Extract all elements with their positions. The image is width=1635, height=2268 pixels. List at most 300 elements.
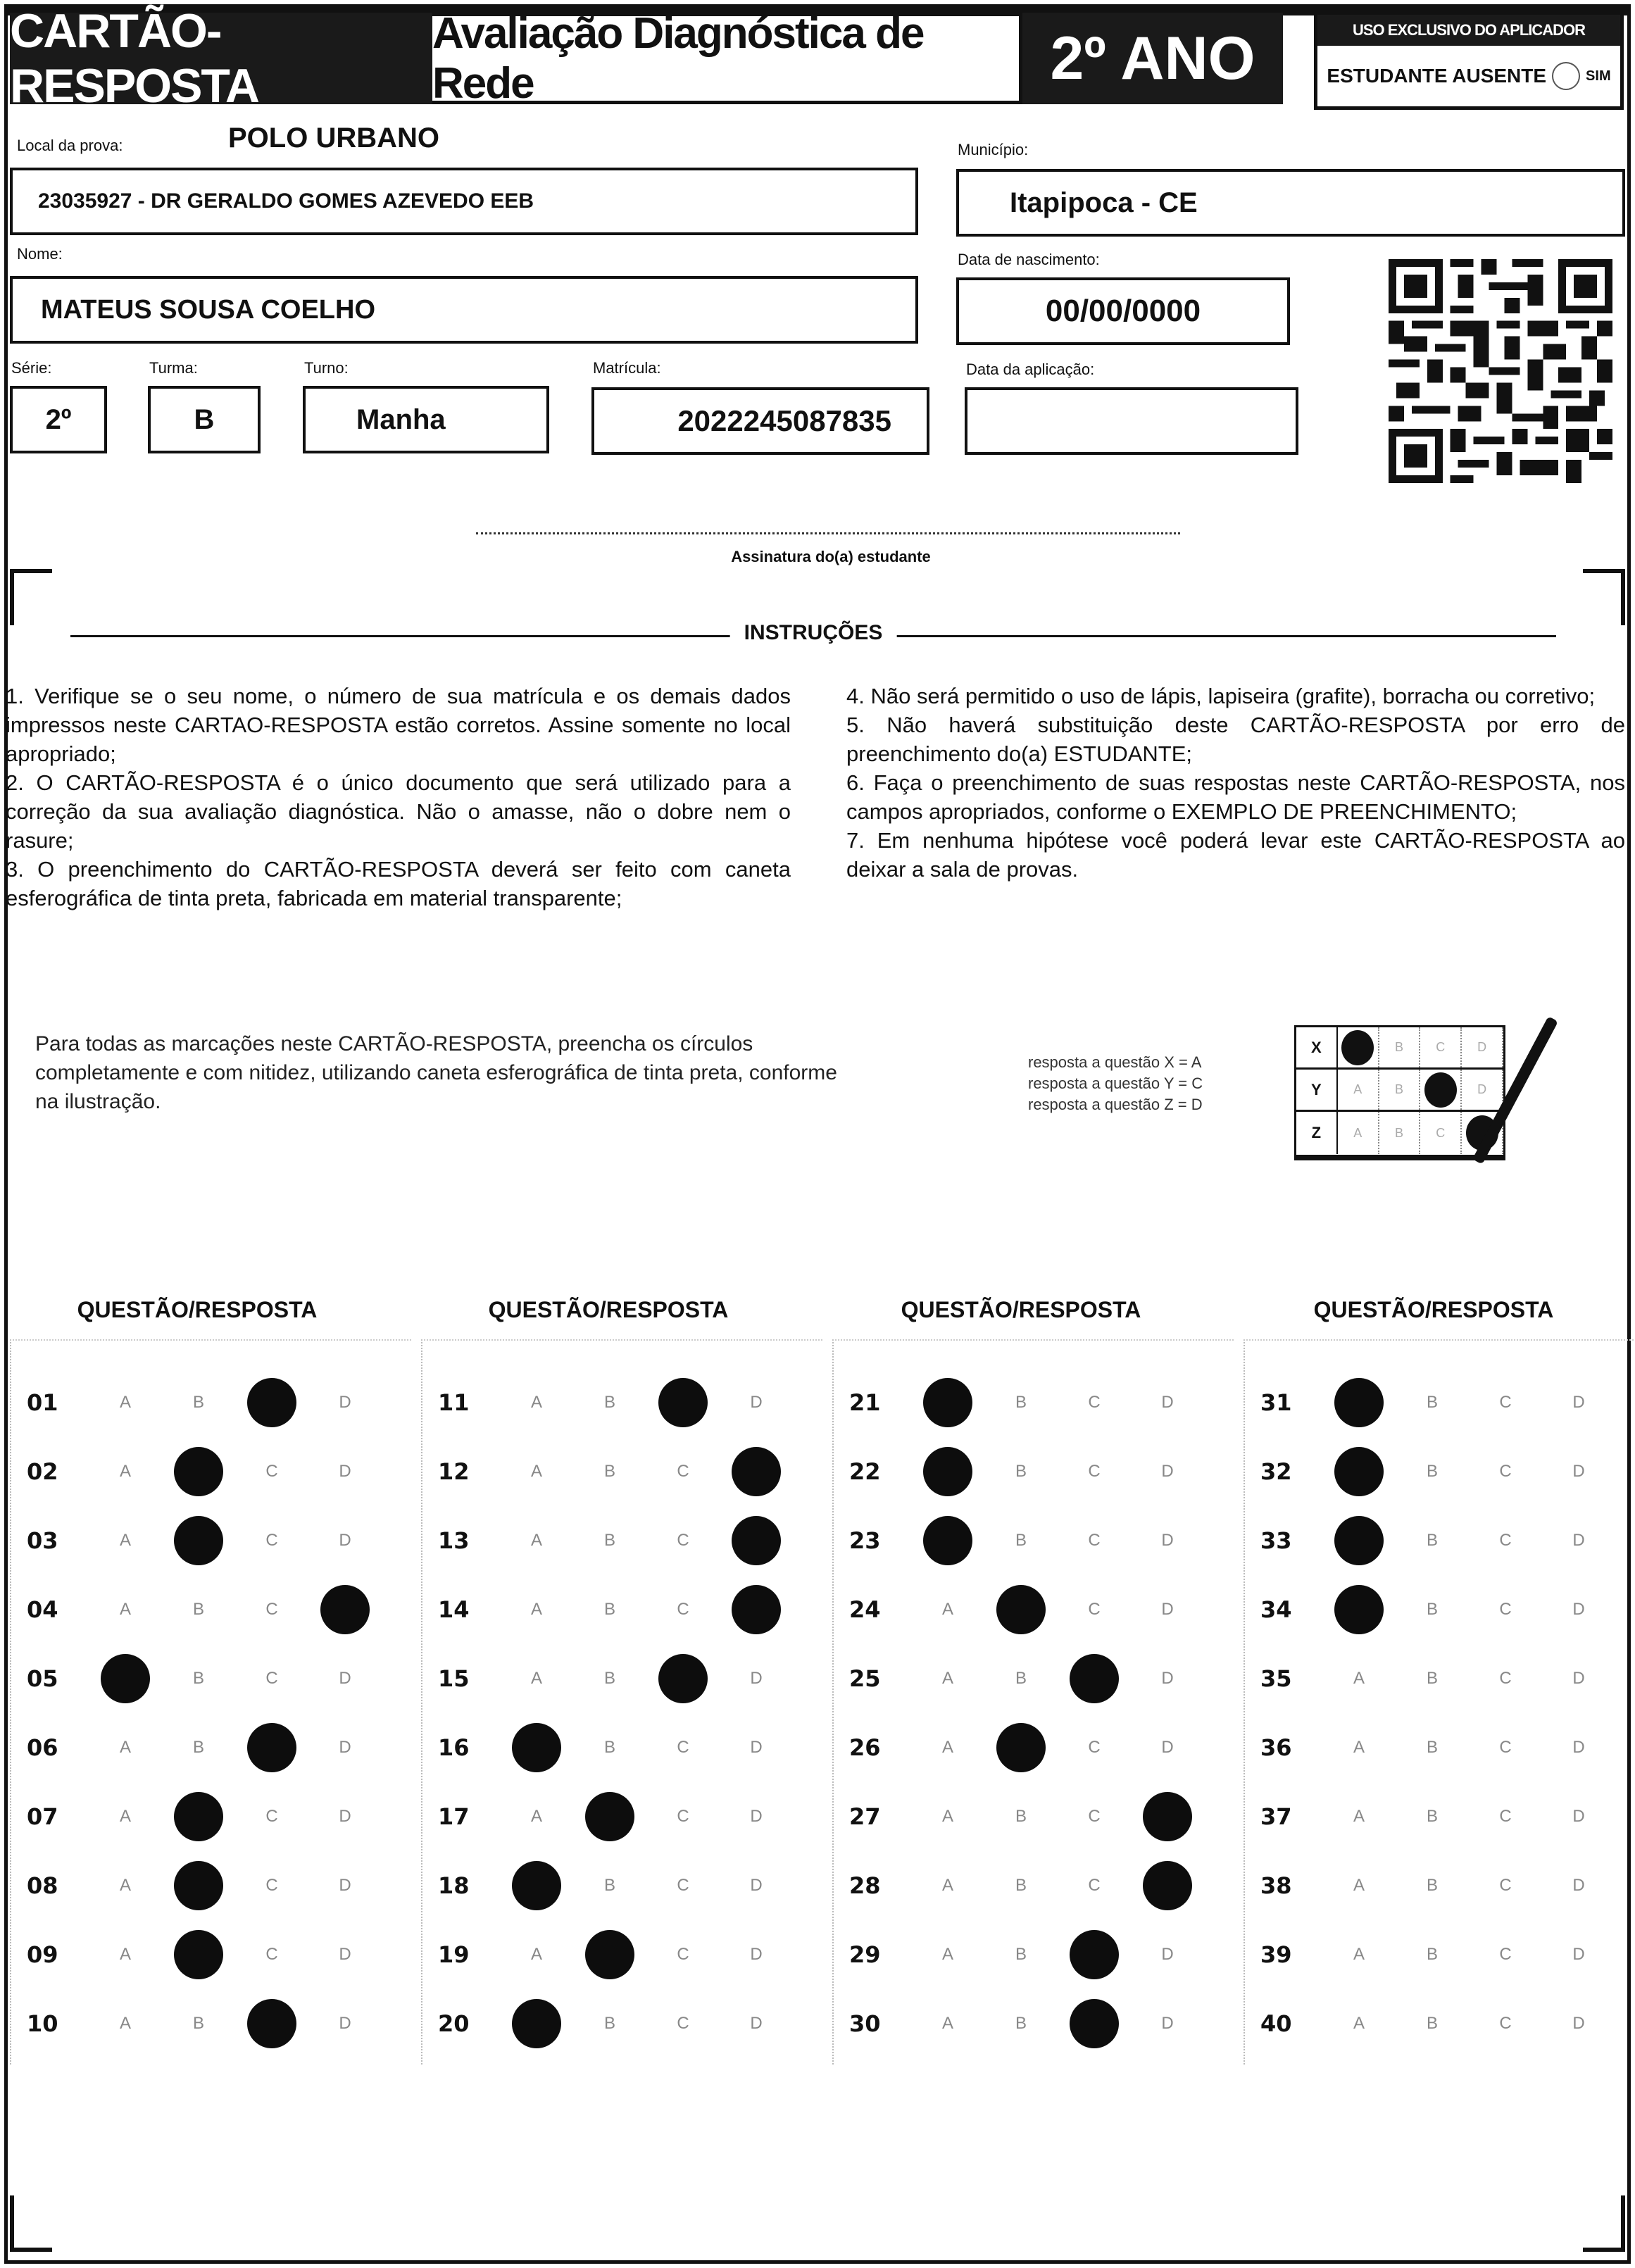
- answer-bubble-b[interactable]: B: [192, 2014, 204, 2033]
- turma-value: B: [194, 403, 215, 435]
- answer-bubble-c[interactable]: C: [677, 1945, 689, 1964]
- answer-bubble-d[interactable]: D: [339, 1945, 351, 1964]
- answer-bubble-d[interactable]: D: [339, 1807, 351, 1826]
- answer-bubble-d[interactable]: D: [339, 1531, 351, 1550]
- example-labels: [1028, 1052, 1203, 1115]
- answer-bubble-b[interactable]: B: [192, 1669, 204, 1688]
- answer-bubble-c[interactable]: [235, 1719, 308, 1776]
- instruction-item: 4. Não será permitido o uso de lápis, lapiseira (grafite), borracha ou corretivo;: [846, 684, 1596, 708]
- question-number: 24: [849, 1596, 881, 1623]
- filled-bubble-icon: [512, 1723, 561, 1772]
- local-value: 23035927 - DR GERALDO GOMES AZEVEDO EEB: [38, 189, 534, 213]
- instruction-item: 2. O CARTÃO-RESPOSTA é o único documento que será utilizado para a correção da sua avaliação diagnóstica. Não o amasse, não o dobre nem o rasure;: [6, 770, 791, 853]
- answer-bubble-c[interactable]: C: [265, 1876, 278, 1895]
- question-row: [422, 1443, 822, 1500]
- filled-bubble-icon: [996, 1723, 1046, 1772]
- example-option-b: B: [1379, 1112, 1421, 1154]
- answer-bubble-a[interactable]: [1322, 1374, 1396, 1431]
- question-row: [834, 1650, 1234, 1707]
- question-number: 10: [27, 2010, 58, 2037]
- answer-bubble-a[interactable]: A: [1353, 1945, 1365, 1964]
- instruction-item: 7. Em nenhuma hipótese você poderá levar este CARTÃO-RESPOSTA ao deixar a sala de provas.: [846, 828, 1625, 882]
- answer-bubble-d[interactable]: D: [1572, 1807, 1585, 1826]
- question-row: [11, 1996, 411, 2052]
- grade-badge: 2º ANO: [1022, 13, 1283, 104]
- answer-bubble-d[interactable]: [720, 1512, 793, 1569]
- answer-bubble-a[interactable]: A: [1353, 1738, 1365, 1757]
- question-number: 27: [849, 1803, 881, 1830]
- filled-bubble-icon: [1341, 1030, 1374, 1065]
- question-number: 01: [27, 1389, 58, 1416]
- answer-bubble-b[interactable]: B: [1015, 1462, 1027, 1481]
- question-row: [11, 1512, 411, 1569]
- answer-bubble-d[interactable]: D: [1572, 1738, 1585, 1757]
- answer-bubble-a[interactable]: A: [530, 1945, 542, 1964]
- answer-bubble-c[interactable]: C: [265, 1531, 278, 1550]
- instructions-title: INSTRUÇÕES: [730, 621, 897, 645]
- answer-bubble-c[interactable]: C: [1499, 1393, 1512, 1412]
- answer-bubble-d[interactable]: D: [1161, 1531, 1174, 1550]
- example-question-label: Y: [1296, 1070, 1338, 1110]
- answer-bubble-d[interactable]: D: [1161, 1462, 1174, 1481]
- column-title: QUESTÃO/RESPOSTA: [1313, 1297, 1554, 1322]
- answer-column: [832, 1339, 1234, 2065]
- answer-bubble-d[interactable]: D: [1572, 1876, 1585, 1895]
- question-number: 05: [27, 1665, 58, 1692]
- serie-label: Série:: [11, 359, 52, 377]
- filled-bubble-icon: [247, 1378, 296, 1427]
- question-number: 37: [1260, 1803, 1292, 1830]
- answer-bubble-c[interactable]: C: [677, 1600, 689, 1619]
- answer-bubble-c[interactable]: C: [677, 2014, 689, 2033]
- answer-bubble-d[interactable]: D: [750, 2014, 763, 2033]
- answer-bubble-a[interactable]: A: [941, 1876, 953, 1895]
- question-row: [422, 1719, 822, 1776]
- answer-bubble-a[interactable]: A: [530, 1531, 542, 1550]
- answer-bubble-b[interactable]: [573, 1788, 646, 1845]
- question-number: 32: [1260, 1458, 1292, 1485]
- answer-bubble-c[interactable]: C: [1499, 2014, 1512, 2033]
- question-row: [11, 1788, 411, 1845]
- question-number: 26: [849, 1734, 881, 1761]
- turno-value: Manha: [356, 403, 446, 435]
- instructions-header: [70, 621, 1556, 649]
- question-row: [422, 1650, 822, 1707]
- filled-bubble-icon: [174, 1516, 223, 1565]
- answer-bubble-a[interactable]: A: [530, 1807, 542, 1826]
- question-row: [11, 1719, 411, 1776]
- question-number: 12: [438, 1458, 470, 1485]
- matricula-label: Matrícula:: [593, 359, 661, 377]
- answer-bubble-a[interactable]: [89, 1650, 162, 1707]
- answer-bubble-d[interactable]: D: [1161, 1600, 1174, 1619]
- answer-bubble-b[interactable]: [162, 1443, 235, 1500]
- question-row: [1245, 1374, 1635, 1431]
- answer-bubble-b[interactable]: B: [1015, 1531, 1027, 1550]
- qr-code-icon: [1389, 259, 1612, 483]
- answer-bubble-c[interactable]: C: [265, 1600, 278, 1619]
- turno-field: [303, 386, 549, 453]
- answer-bubble-b[interactable]: [162, 1788, 235, 1845]
- answer-bubble-b[interactable]: B: [603, 1600, 615, 1619]
- answer-bubble-b[interactable]: B: [192, 1393, 204, 1412]
- answer-bubble-c[interactable]: C: [677, 1876, 689, 1895]
- answer-bubble-b[interactable]: [984, 1581, 1058, 1638]
- answer-bubble-d[interactable]: D: [750, 1807, 763, 1826]
- instruction-item: 5. Não haverá substituição deste CARTÃO-RESPOSTA por erro de preenchimento do(a) ESTUDANTE;: [846, 713, 1625, 766]
- answer-bubble-d[interactable]: D: [1572, 1531, 1585, 1550]
- answer-bubble-c[interactable]: C: [1088, 1807, 1101, 1826]
- answer-bubble-a[interactable]: [911, 1374, 984, 1431]
- answer-bubble-d[interactable]: D: [750, 1876, 763, 1895]
- answer-bubble-b[interactable]: B: [1426, 1807, 1438, 1826]
- signature-label: Assinatura do(a) estudante: [731, 548, 931, 565]
- question-number: 28: [849, 1872, 881, 1899]
- example-option-a: [1338, 1027, 1379, 1067]
- question-row: [422, 1512, 822, 1569]
- answer-bubble-a[interactable]: A: [119, 1531, 131, 1550]
- filled-bubble-icon: [1070, 1654, 1119, 1703]
- answer-bubble-b[interactable]: B: [1015, 1876, 1027, 1895]
- instructions-left: [6, 682, 791, 913]
- answer-bubble-c[interactable]: C: [677, 1738, 689, 1757]
- question-row: [1245, 1788, 1635, 1845]
- answer-bubble-d[interactable]: [720, 1581, 793, 1638]
- municipio-field: [956, 169, 1625, 237]
- answer-bubble-d[interactable]: D: [1572, 2014, 1585, 2033]
- answer-bubble-b[interactable]: B: [1426, 1738, 1438, 1757]
- aplicacao-label: Data da aplicação:: [966, 361, 1095, 378]
- answer-bubble-a[interactable]: A: [119, 2014, 131, 2033]
- answer-bubble-a[interactable]: [500, 1996, 573, 2052]
- example-row: [1296, 1027, 1503, 1070]
- question-number: 14: [438, 1596, 470, 1623]
- answer-bubble-b[interactable]: B: [1426, 1600, 1438, 1619]
- answer-bubble-c[interactable]: C: [1499, 1876, 1512, 1895]
- filled-bubble-icon: [923, 1378, 972, 1427]
- answer-bubble-c[interactable]: C: [1499, 1669, 1512, 1688]
- question-row: [1245, 1926, 1635, 1983]
- answer-bubble-c[interactable]: [1058, 1650, 1131, 1707]
- signature-line[interactable]: [476, 532, 1180, 534]
- question-number: 29: [849, 1941, 881, 1968]
- question-number: 15: [438, 1665, 470, 1692]
- answer-bubble-b[interactable]: [162, 1857, 235, 1914]
- question-number: 18: [438, 1872, 470, 1899]
- question-row: [1245, 1512, 1635, 1569]
- fill-instruction: Para todas as marcações neste CARTÃO-RESPOSTA, preencha os círculos completamente e com nitidez, utilizando caneta esferográfica de tinta preta, conforme na ilustração.: [35, 1032, 837, 1113]
- answer-bubble-a[interactable]: A: [119, 1876, 131, 1895]
- answer-bubble-b[interactable]: B: [603, 1531, 615, 1550]
- answer-bubble-b[interactable]: B: [1426, 1876, 1438, 1895]
- answer-bubble-c[interactable]: C: [1499, 1531, 1512, 1550]
- question-row: [1245, 1443, 1635, 1500]
- answer-bubble-d[interactable]: [720, 1443, 793, 1500]
- answer-bubble-b[interactable]: B: [603, 1393, 615, 1412]
- question-number: 34: [1260, 1596, 1292, 1623]
- answer-bubble-b[interactable]: B: [603, 1738, 615, 1757]
- answer-bubble-a[interactable]: A: [1353, 1807, 1365, 1826]
- answer-bubble-c[interactable]: C: [1088, 1462, 1101, 1481]
- answer-bubble-a[interactable]: A: [530, 1669, 542, 1688]
- answer-bubble-d[interactable]: [1131, 1788, 1204, 1845]
- answer-bubble-d[interactable]: D: [750, 1393, 763, 1412]
- question-number: 03: [27, 1527, 58, 1554]
- corner-mark-top-right: [1583, 569, 1625, 625]
- answer-bubble-c[interactable]: [646, 1650, 720, 1707]
- answer-bubble-a[interactable]: A: [119, 1462, 131, 1481]
- question-number: 33: [1260, 1527, 1292, 1554]
- answer-bubble-b[interactable]: B: [603, 1669, 615, 1688]
- absent-bubble[interactable]: [1552, 62, 1580, 90]
- answer-bubble-a[interactable]: [500, 1719, 573, 1776]
- question-row: [422, 1926, 822, 1983]
- question-row: [834, 1581, 1234, 1638]
- answer-column: [10, 1339, 411, 2065]
- answer-bubble-b[interactable]: B: [1426, 1393, 1438, 1412]
- question-number: 04: [27, 1596, 58, 1623]
- answer-bubble-c[interactable]: [1058, 1996, 1131, 2052]
- answer-bubble-b[interactable]: B: [1426, 1669, 1438, 1688]
- answer-bubble-a[interactable]: A: [530, 1393, 542, 1412]
- answer-bubble-b[interactable]: B: [1426, 1462, 1438, 1481]
- answer-bubble-d[interactable]: D: [339, 2014, 351, 2033]
- filled-bubble-icon: [512, 1861, 561, 1910]
- answer-bubble-c[interactable]: C: [677, 1807, 689, 1826]
- answer-bubble-a[interactable]: A: [941, 1945, 953, 1964]
- answer-bubble-a[interactable]: [1322, 1512, 1396, 1569]
- question-row: [834, 1996, 1234, 2052]
- answer-bubble-a[interactable]: A: [941, 1807, 953, 1826]
- example-row: [1296, 1112, 1503, 1154]
- answer-bubble-c[interactable]: C: [1088, 1531, 1101, 1550]
- filled-bubble-icon: [996, 1585, 1046, 1634]
- question-row: [1245, 1581, 1635, 1638]
- question-row: [1245, 1650, 1635, 1707]
- answer-bubble-b[interactable]: [573, 1926, 646, 1983]
- answer-bubble-a[interactable]: A: [941, 1669, 953, 1688]
- answer-bubble-d[interactable]: D: [1572, 1600, 1585, 1619]
- answer-bubble-c[interactable]: C: [677, 1462, 689, 1481]
- answer-bubble-d[interactable]: [308, 1581, 382, 1638]
- answer-bubble-a[interactable]: [1322, 1581, 1396, 1638]
- answer-bubble-b[interactable]: B: [603, 1462, 615, 1481]
- example-grid: [1294, 1025, 1505, 1160]
- filled-bubble-icon: [923, 1447, 972, 1496]
- question-row: [1245, 1996, 1635, 2052]
- example-option-b: B: [1379, 1070, 1421, 1110]
- answer-bubble-b[interactable]: B: [1426, 1531, 1438, 1550]
- answer-bubble-c[interactable]: C: [1088, 1738, 1101, 1757]
- example-option-c: C: [1420, 1112, 1462, 1154]
- answer-bubble-b[interactable]: B: [603, 1876, 615, 1895]
- answer-bubble-d[interactable]: D: [1161, 1738, 1174, 1757]
- answer-bubble-a[interactable]: [911, 1512, 984, 1569]
- question-number: 20: [438, 2010, 470, 2037]
- answer-bubble-b[interactable]: B: [1426, 2014, 1438, 2033]
- answer-bubble-c[interactable]: [235, 1374, 308, 1431]
- column-title: QUESTÃO/RESPOSTA: [77, 1297, 318, 1322]
- example-option-a: A: [1338, 1112, 1379, 1154]
- answer-bubble-a[interactable]: A: [941, 2014, 953, 2033]
- answer-bubble-b[interactable]: B: [603, 2014, 615, 2033]
- local-polo: POLO URBANO: [228, 123, 439, 154]
- answer-bubble-a[interactable]: [911, 1443, 984, 1500]
- corner-mark-top-left: [10, 569, 52, 625]
- municipio-value: Itapipoca - CE: [1010, 187, 1198, 218]
- answer-bubble-c[interactable]: [646, 1374, 720, 1431]
- answer-bubble-c[interactable]: C: [1499, 1807, 1512, 1826]
- question-number: 13: [438, 1527, 470, 1554]
- corner-mark-bottom-left: [10, 2195, 52, 2252]
- question-number: 23: [849, 1527, 881, 1554]
- question-row: [1245, 1719, 1635, 1776]
- answer-bubble-c[interactable]: C: [1088, 1876, 1101, 1895]
- column-title: QUESTÃO/RESPOSTA: [488, 1297, 729, 1322]
- answer-bubble-d[interactable]: D: [1161, 1393, 1174, 1412]
- evaluation-title: Avaliação Diagnóstica de Rede: [432, 13, 1022, 104]
- question-number: 38: [1260, 1872, 1292, 1899]
- answer-bubble-b[interactable]: [162, 1926, 235, 1983]
- question-number: 07: [27, 1803, 58, 1830]
- answer-bubble-a[interactable]: A: [119, 1600, 131, 1619]
- answer-bubble-a[interactable]: A: [941, 1738, 953, 1757]
- question-row: [422, 1374, 822, 1431]
- filled-bubble-icon: [174, 1930, 223, 1979]
- question-row: [11, 1650, 411, 1707]
- answer-column: [1244, 1339, 1635, 2065]
- filled-bubble-icon: [174, 1861, 223, 1910]
- answer-bubble-c[interactable]: C: [265, 1462, 278, 1481]
- filled-bubble-icon: [1334, 1378, 1384, 1427]
- answer-bubble-a[interactable]: A: [530, 1462, 542, 1481]
- filled-bubble-icon: [658, 1654, 708, 1703]
- answer-bubble-d[interactable]: [1131, 1857, 1204, 1914]
- answer-bubble-d[interactable]: D: [1572, 1945, 1585, 1964]
- answer-bubble-a[interactable]: A: [1353, 1669, 1365, 1688]
- answer-bubble-d[interactable]: D: [750, 1945, 763, 1964]
- nome-field: [10, 276, 918, 344]
- question-row: [11, 1857, 411, 1914]
- filled-bubble-icon: [923, 1516, 972, 1565]
- answer-bubble-d[interactable]: D: [1161, 1669, 1174, 1688]
- filled-bubble-icon: [585, 1792, 634, 1841]
- answer-bubble-a[interactable]: [1322, 1443, 1396, 1500]
- question-number: 17: [438, 1803, 470, 1830]
- nome-value: MATEUS SOUSA COELHO: [41, 294, 376, 325]
- question-row: [422, 1581, 822, 1638]
- answer-bubble-c[interactable]: C: [1088, 1600, 1101, 1619]
- answer-bubble-b[interactable]: [984, 1719, 1058, 1776]
- answer-bubble-d[interactable]: D: [339, 1669, 351, 1688]
- answer-bubble-c[interactable]: C: [265, 1807, 278, 1826]
- question-row: [834, 1857, 1234, 1914]
- answer-bubble-b[interactable]: B: [1015, 1945, 1027, 1964]
- answer-bubble-b[interactable]: B: [192, 1600, 204, 1619]
- answer-bubble-d[interactable]: D: [1572, 1393, 1585, 1412]
- answer-bubble-d[interactable]: D: [1161, 1945, 1174, 1964]
- question-row: [11, 1926, 411, 1983]
- answer-bubble-a[interactable]: A: [530, 1600, 542, 1619]
- filled-bubble-icon: [1070, 1999, 1119, 2048]
- nascimento-field: [956, 277, 1290, 345]
- question-number: 16: [438, 1734, 470, 1761]
- example-option-c: [1420, 1070, 1462, 1110]
- answer-bubble-d[interactable]: D: [339, 1876, 351, 1895]
- filled-bubble-icon: [174, 1792, 223, 1841]
- nascimento-label: Data de nascimento:: [958, 251, 1100, 268]
- answer-bubble-b[interactable]: B: [1015, 2014, 1027, 2033]
- aplicacao-field: [965, 387, 1298, 455]
- filled-bubble-icon: [1334, 1447, 1384, 1496]
- answer-bubble-d[interactable]: D: [750, 1669, 763, 1688]
- answer-bubble-b[interactable]: B: [1015, 1393, 1027, 1412]
- answer-bubble-b[interactable]: B: [1426, 1945, 1438, 1964]
- answer-bubble-c[interactable]: C: [1499, 1738, 1512, 1757]
- matricula-field: [591, 387, 929, 455]
- answer-bubble-c[interactable]: C: [265, 1669, 278, 1688]
- question-row: [834, 1788, 1234, 1845]
- answer-bubble-c[interactable]: C: [1088, 1393, 1101, 1412]
- answer-bubble-b[interactable]: [162, 1512, 235, 1569]
- answer-bubble-d[interactable]: D: [339, 1462, 351, 1481]
- answer-bubble-a[interactable]: A: [1353, 2014, 1365, 2033]
- answer-bubble-c[interactable]: [1058, 1926, 1131, 1983]
- filled-bubble-icon: [512, 1999, 561, 2048]
- answer-bubble-c[interactable]: C: [1499, 1600, 1512, 1619]
- question-number: 08: [27, 1872, 58, 1899]
- filled-bubble-icon: [1143, 1792, 1192, 1841]
- answer-bubble-a[interactable]: A: [119, 1807, 131, 1826]
- answer-bubble-b[interactable]: B: [192, 1738, 204, 1757]
- answer-bubble-c[interactable]: C: [265, 1945, 278, 1964]
- answer-bubble-a[interactable]: A: [119, 1945, 131, 1964]
- answer-bubble-d[interactable]: D: [1161, 2014, 1174, 2033]
- question-number: 06: [27, 1734, 58, 1761]
- answer-bubble-a[interactable]: [500, 1857, 573, 1914]
- answer-bubble-d[interactable]: D: [339, 1738, 351, 1757]
- answer-bubble-c[interactable]: C: [1499, 1945, 1512, 1964]
- answer-bubble-d[interactable]: D: [1572, 1669, 1585, 1688]
- question-row: [834, 1719, 1234, 1776]
- answer-bubble-d[interactable]: D: [1572, 1462, 1585, 1481]
- question-number: 40: [1260, 2010, 1292, 2037]
- answer-bubble-b[interactable]: B: [1015, 1669, 1027, 1688]
- absent-label: ESTUDANTE AUSENTE: [1327, 65, 1547, 87]
- answer-bubble-d[interactable]: D: [339, 1393, 351, 1412]
- answer-bubble-c[interactable]: [235, 1996, 308, 2052]
- turma-field: [148, 386, 261, 453]
- matricula-value: 2022245087835: [677, 404, 891, 437]
- answer-bubble-b[interactable]: B: [1015, 1807, 1027, 1826]
- filled-bubble-icon: [1334, 1585, 1384, 1634]
- filled-bubble-icon: [174, 1447, 223, 1496]
- answer-bubble-a[interactable]: A: [1353, 1876, 1365, 1895]
- answer-bubble-c[interactable]: C: [1499, 1462, 1512, 1481]
- municipio-label: Município:: [958, 141, 1029, 158]
- answer-bubble-a[interactable]: A: [941, 1600, 953, 1619]
- question-row: [1245, 1857, 1635, 1914]
- nome-label: Nome:: [17, 245, 63, 263]
- answer-bubble-d[interactable]: D: [750, 1738, 763, 1757]
- filled-bubble-icon: [732, 1447, 781, 1496]
- answer-bubble-a[interactable]: A: [119, 1738, 131, 1757]
- applicator-box: [1314, 11, 1624, 110]
- answer-bubble-c[interactable]: C: [677, 1531, 689, 1550]
- question-row: [422, 1857, 822, 1914]
- filled-bubble-icon: [732, 1585, 781, 1634]
- answer-bubble-a[interactable]: A: [119, 1393, 131, 1412]
